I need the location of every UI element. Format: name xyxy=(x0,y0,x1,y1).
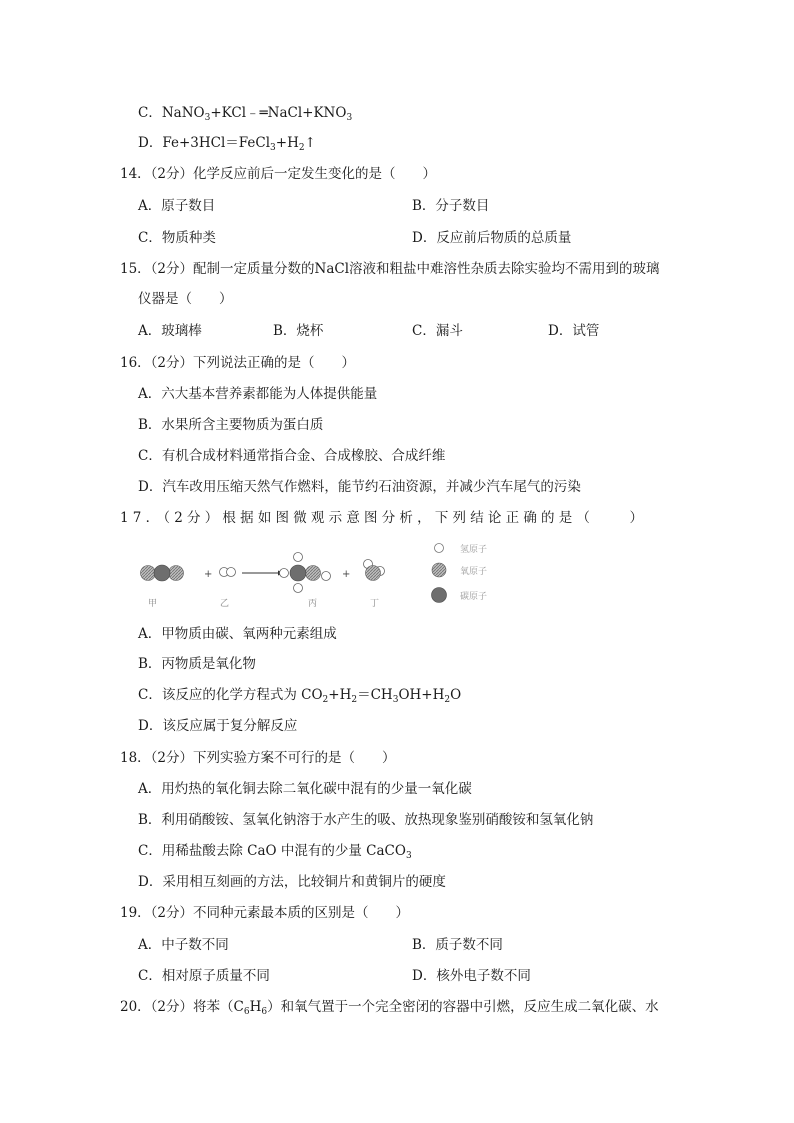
q15-option-c: C．漏斗 xyxy=(412,323,463,339)
legend-hydrogen: 氢原子 xyxy=(460,545,488,555)
molecule-yi xyxy=(220,568,236,577)
q16-option-b: B．水果所含主要物质为蛋白质 xyxy=(138,417,324,433)
q16-option-a: A．六大基本营养素都能为人体提供能量 xyxy=(138,386,378,402)
q19-stem: 19．（2分）不同种元素最本质的区别是（ ） xyxy=(120,905,410,921)
q16-option-d: D．汽车改用压缩天然气作燃料，能节约石油资源，并减少汽车尾气的污染 xyxy=(138,479,581,495)
q20-stem: 20．（2分）将苯$(C_6H_6)$和氧气置于一个完全密闭的容器中引燃，反应生成二氧化碳、水 xyxy=(120,999,659,1017)
q19-option-a: A．中子数不同 xyxy=(138,937,229,953)
molecule-bing xyxy=(280,553,331,593)
legend-oxygen: 氧原子 xyxy=(460,567,488,577)
diagram-legend xyxy=(432,543,488,603)
q15-option-a: A．玻璃棒 xyxy=(138,323,202,339)
q17-option-c: C．该反应的化学方程式为 $CO_2+H_2=CH_3OH+H_2O$ xyxy=(138,687,462,705)
q16-stem: 16．（2分）下列说法正确的是（ ） xyxy=(120,355,356,371)
label-yi: 乙 xyxy=(220,599,230,609)
label-bing: 丙 xyxy=(308,599,318,609)
molecule-ding xyxy=(364,560,385,581)
q15-stem-line2: 仪器是（ ） xyxy=(138,291,233,307)
q14-option-b: B．分子数目 xyxy=(412,198,490,214)
q17-stem: 17．（2分）根据如图微观示意图分析，下列结论正确的是（ ） xyxy=(120,510,648,526)
q18-option-a: A．用灼热的氧化铜去除二氧化碳中混有的少量一氧化碳 xyxy=(138,781,472,797)
label-jia: 甲 xyxy=(148,599,158,609)
q13-option-c: C．$NaNO_3+KCl﹣═NaCl+KNO_3$ xyxy=(138,105,353,123)
q18-option-c: C．用稀盐酸去除 CaO 中混有的少量 CaCO$_3$ xyxy=(138,843,412,861)
q19-option-b: B．质子数不同 xyxy=(412,937,503,953)
q17-option-b: B．丙物质是氧化物 xyxy=(138,656,256,672)
q14-option-c: C．物质种类 xyxy=(138,230,216,246)
q15-option-b: B．烧杯 xyxy=(273,323,324,339)
q18-stem: 18．（2分）下列实验方案不可行的是（ ） xyxy=(120,750,396,766)
q13-option-d: D．$Fe+3HCl=FeCl_3+H_2↑$ xyxy=(138,135,316,153)
legend-carbon: 碳原子 xyxy=(460,592,488,602)
q14-stem: 14．（2分）化学反应前后一定发生变化的是（ ） xyxy=(120,166,437,182)
q19-option-c: C．相对原子质量不同 xyxy=(138,968,270,984)
reaction-arrow xyxy=(242,571,284,576)
q19-option-d: D．核外电子数不同 xyxy=(412,968,531,984)
molecule-diagram xyxy=(130,536,510,612)
molecule-jia xyxy=(141,565,184,581)
q17-option-d: D．该反应属于复分解反应 xyxy=(138,718,298,734)
q17-option-a: A．甲物质由碳、氧两种元素组成 xyxy=(138,626,337,642)
q14-option-a: A．原子数目 xyxy=(138,198,216,214)
q15-option-d: D．试管 xyxy=(548,323,600,339)
label-ding: 丁 xyxy=(370,599,380,609)
q14-option-d: D．反应前后物质的总质量 xyxy=(412,230,572,246)
q15-stem-line1: 15．（2分）配制一定质量分数的NaCl溶液和粗盐中难溶性杂质去除实验均不需用到的玻璃 xyxy=(120,261,660,277)
plus-sign-2: + xyxy=(342,569,351,580)
q18-option-b: B．利用硝酸铵、氢氧化钠溶于水产生的吸、放热现象鉴别硝酸铵和氢氧化钠 xyxy=(138,812,594,828)
q18-option-d: D．采用相互刻画的方法，比较铜片和黄铜片的硬度 xyxy=(138,874,446,890)
plus-sign-1: + xyxy=(204,569,213,580)
q16-option-c: C．有机合成材料通常指合金、合成橡胶、合成纤维 xyxy=(138,448,446,464)
